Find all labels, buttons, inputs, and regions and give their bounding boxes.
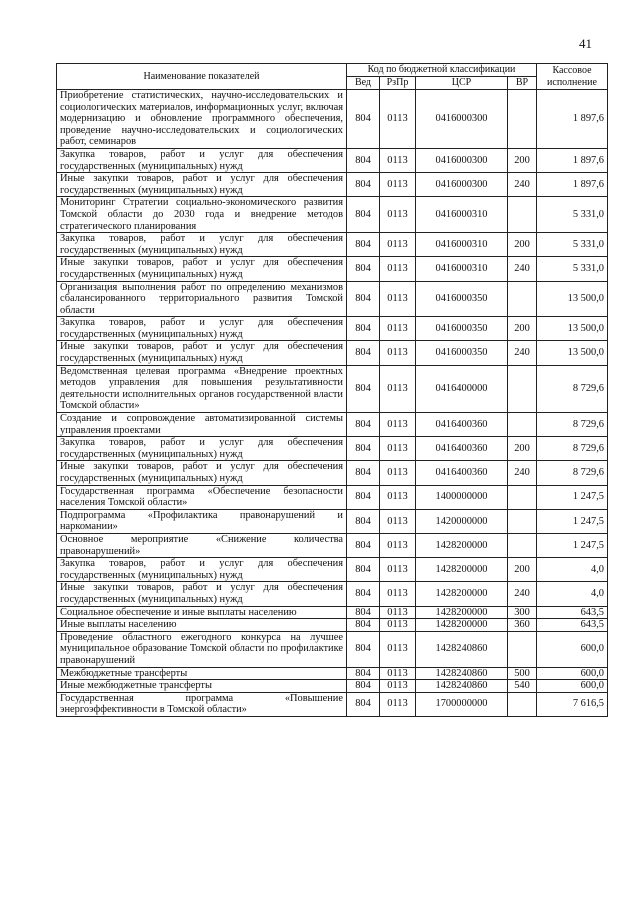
header-ved: Вед — [347, 77, 380, 90]
row-rzpr: 0113 — [380, 680, 416, 693]
row-ved: 804 — [347, 413, 380, 437]
row-ved: 804 — [347, 606, 380, 619]
row-name: Ведомственная целевая программа «Внедрение проектных методов управления для повышения результативности деятельности исполнительных органов государственной власти Томской области» — [57, 365, 347, 412]
row-csr: 0416000350 — [416, 341, 508, 365]
row-csr: 0416000310 — [416, 257, 508, 281]
row-vr: 240 — [508, 461, 537, 485]
row-name: Закупка товаров, работ и услуг для обеспечения государственных (муниципальных) нужд — [57, 437, 347, 461]
row-name: Государственная программа «Обеспечение безопасности населения Томской области» — [57, 485, 347, 509]
table-row — [57, 341, 608, 365]
row-amount: 7 616,5 — [537, 692, 608, 716]
page-number: 41 — [579, 36, 592, 51]
row-vr — [508, 485, 537, 509]
table-row — [57, 619, 608, 632]
row-vr: 240 — [508, 173, 537, 197]
row-amount: 600,0 — [537, 667, 608, 680]
row-name: Мониторинг Стратегии социально-экономического развития Томской области до 2030 года и внедрение методов стратегического планирования — [57, 197, 347, 233]
row-vr: 200 — [508, 437, 537, 461]
header-amount: Кассовое исполнение — [537, 64, 608, 90]
row-name: Иные межбюджетные трансферты — [57, 680, 347, 693]
row-csr: 0416000310 — [416, 197, 508, 233]
row-amount: 1 247,5 — [537, 533, 608, 557]
row-amount: 600,0 — [537, 680, 608, 693]
row-rzpr: 0113 — [380, 90, 416, 149]
row-amount: 5 331,0 — [537, 197, 608, 233]
row-vr: 200 — [508, 317, 537, 341]
row-rzpr: 0113 — [380, 606, 416, 619]
row-vr — [508, 281, 537, 317]
row-vr: 200 — [508, 233, 537, 257]
row-vr — [508, 533, 537, 557]
row-csr: 1420000000 — [416, 509, 508, 533]
table-row — [57, 509, 608, 533]
row-amount: 5 331,0 — [537, 233, 608, 257]
row-name: Иные выплаты населению — [57, 619, 347, 632]
row-csr: 0416000310 — [416, 233, 508, 257]
table-row — [57, 233, 608, 257]
row-amount: 5 331,0 — [537, 257, 608, 281]
row-rzpr: 0113 — [380, 317, 416, 341]
row-rzpr: 0113 — [380, 437, 416, 461]
row-csr: 0416000350 — [416, 281, 508, 317]
table-row — [57, 692, 608, 716]
row-vr: 240 — [508, 257, 537, 281]
table-row — [57, 680, 608, 693]
row-vr — [508, 197, 537, 233]
row-ved: 804 — [347, 197, 380, 233]
row-ved: 804 — [347, 317, 380, 341]
row-ved: 804 — [347, 667, 380, 680]
row-vr — [508, 413, 537, 437]
row-name: Проведение областного ежегодного конкурса на лучшее муниципальное образование Томской области по профилактике правонарушений — [57, 631, 347, 667]
row-vr: 300 — [508, 606, 537, 619]
row-rzpr: 0113 — [380, 558, 416, 582]
row-name: Социальное обеспечение и иные выплаты населению — [57, 606, 347, 619]
table-row — [57, 317, 608, 341]
row-rzpr: 0113 — [380, 582, 416, 606]
row-csr: 0416400360 — [416, 413, 508, 437]
row-rzpr: 0113 — [380, 667, 416, 680]
table-row — [57, 485, 608, 509]
row-name: Основное мероприятие «Снижение количества правонарушений» — [57, 533, 347, 557]
row-name: Государственная программа «Повышение энергоэффективности в Томской области» — [57, 692, 347, 716]
row-rzpr: 0113 — [380, 173, 416, 197]
row-ved: 804 — [347, 461, 380, 485]
row-csr: 1428240860 — [416, 680, 508, 693]
row-amount: 8 729,6 — [537, 365, 608, 412]
row-vr: 240 — [508, 582, 537, 606]
row-csr: 1700000000 — [416, 692, 508, 716]
row-rzpr: 0113 — [380, 461, 416, 485]
header-vr: ВР — [508, 77, 537, 90]
row-amount: 8 729,6 — [537, 413, 608, 437]
row-csr: 0416400360 — [416, 437, 508, 461]
row-amount: 13 500,0 — [537, 317, 608, 341]
table-row — [57, 90, 608, 149]
row-ved: 804 — [347, 365, 380, 412]
row-rzpr: 0113 — [380, 197, 416, 233]
row-csr: 1428200000 — [416, 558, 508, 582]
row-amount: 1 897,6 — [537, 148, 608, 172]
row-rzpr: 0113 — [380, 692, 416, 716]
table-row — [57, 533, 608, 557]
row-amount: 643,5 — [537, 606, 608, 619]
row-name: Организация выполнения работ по определению механизмов сбалансированного территориального развития Томской области — [57, 281, 347, 317]
row-ved: 804 — [347, 619, 380, 632]
row-amount: 4,0 — [537, 558, 608, 582]
table-row — [57, 631, 608, 667]
row-vr — [508, 90, 537, 149]
table-row — [57, 173, 608, 197]
row-name: Закупка товаров, работ и услуг для обеспечения государственных (муниципальных) нужд — [57, 148, 347, 172]
row-csr: 0416400000 — [416, 365, 508, 412]
table-row — [57, 148, 608, 172]
row-amount: 8 729,6 — [537, 461, 608, 485]
header-name: Наименование показателей — [57, 64, 347, 90]
row-name: Закупка товаров, работ и услуг для обеспечения государственных (муниципальных) нужд — [57, 233, 347, 257]
row-rzpr: 0113 — [380, 257, 416, 281]
row-amount: 1 897,6 — [537, 90, 608, 149]
row-ved: 804 — [347, 533, 380, 557]
table-header-row — [57, 64, 608, 77]
row-csr: 0416000300 — [416, 173, 508, 197]
row-vr: 500 — [508, 667, 537, 680]
table-row — [57, 461, 608, 485]
row-name: Иные закупки товаров, работ и услуг для обеспечения государственных (муниципальных) нужд — [57, 582, 347, 606]
row-vr — [508, 631, 537, 667]
row-vr — [508, 365, 537, 412]
row-amount: 13 500,0 — [537, 341, 608, 365]
row-rzpr: 0113 — [380, 619, 416, 632]
row-rzpr: 0113 — [380, 233, 416, 257]
row-amount: 600,0 — [537, 631, 608, 667]
header-code-group: Код по бюджетной классификации — [347, 64, 537, 77]
row-csr: 0416000300 — [416, 148, 508, 172]
row-csr: 1428240860 — [416, 631, 508, 667]
row-amount: 643,5 — [537, 619, 608, 632]
row-csr: 1428200000 — [416, 533, 508, 557]
row-vr: 540 — [508, 680, 537, 693]
row-name: Приобретение статистических, научно-исследовательских и социологических материалов, информационных услуг, включая модернизацию и обновление программного обеспечения, проведение научно-исследовательских и социологических работ, семинаров — [57, 90, 347, 149]
row-rzpr: 0113 — [380, 148, 416, 172]
row-vr: 200 — [508, 148, 537, 172]
row-ved: 804 — [347, 485, 380, 509]
row-name: Подпрограмма «Профилактика правонарушений и наркомании» — [57, 509, 347, 533]
row-name: Закупка товаров, работ и услуг для обеспечения государственных (муниципальных) нужд — [57, 558, 347, 582]
row-name: Закупка товаров, работ и услуг для обеспечения государственных (муниципальных) нужд — [57, 317, 347, 341]
table-row — [57, 606, 608, 619]
row-csr: 0416000350 — [416, 317, 508, 341]
row-amount: 1 247,5 — [537, 485, 608, 509]
table-row — [57, 413, 608, 437]
row-name: Иные закупки товаров, работ и услуг для обеспечения государственных (муниципальных) нужд — [57, 461, 347, 485]
table-row — [57, 365, 608, 412]
row-vr — [508, 692, 537, 716]
row-rzpr: 0113 — [380, 509, 416, 533]
row-ved: 804 — [347, 631, 380, 667]
row-name: Межбюджетные трансферты — [57, 667, 347, 680]
row-csr: 1428240860 — [416, 667, 508, 680]
row-csr: 1428200000 — [416, 619, 508, 632]
row-ved: 804 — [347, 437, 380, 461]
row-ved: 804 — [347, 582, 380, 606]
row-rzpr: 0113 — [380, 631, 416, 667]
row-ved: 804 — [347, 173, 380, 197]
row-amount: 4,0 — [537, 582, 608, 606]
row-rzpr: 0113 — [380, 533, 416, 557]
row-name: Создание и сопровождение автоматизированной системы управления проектами — [57, 413, 347, 437]
row-ved: 804 — [347, 257, 380, 281]
row-csr: 1428200000 — [416, 582, 508, 606]
table-row — [57, 667, 608, 680]
row-amount: 1 897,6 — [537, 173, 608, 197]
header-rzpr: РзПр — [380, 77, 416, 90]
table-body — [57, 90, 608, 717]
row-amount: 13 500,0 — [537, 281, 608, 317]
row-vr: 240 — [508, 341, 537, 365]
row-vr: 200 — [508, 558, 537, 582]
row-rzpr: 0113 — [380, 365, 416, 412]
budget-table — [56, 63, 608, 717]
header-csr: ЦСР — [416, 77, 508, 90]
row-ved: 804 — [347, 341, 380, 365]
table-row — [57, 437, 608, 461]
row-rzpr: 0113 — [380, 281, 416, 317]
row-csr: 0416000300 — [416, 90, 508, 149]
row-csr: 1400000000 — [416, 485, 508, 509]
row-ved: 804 — [347, 680, 380, 693]
row-ved: 804 — [347, 90, 380, 149]
row-amount: 1 247,5 — [537, 509, 608, 533]
row-name: Иные закупки товаров, работ и услуг для обеспечения государственных (муниципальных) нужд — [57, 341, 347, 365]
table-row — [57, 197, 608, 233]
row-ved: 804 — [347, 148, 380, 172]
table-row — [57, 257, 608, 281]
row-csr: 0416400360 — [416, 461, 508, 485]
row-csr: 1428200000 — [416, 606, 508, 619]
table-row — [57, 558, 608, 582]
row-name: Иные закупки товаров, работ и услуг для обеспечения государственных (муниципальных) нужд — [57, 173, 347, 197]
row-rzpr: 0113 — [380, 485, 416, 509]
row-rzpr: 0113 — [380, 413, 416, 437]
table-row — [57, 281, 608, 317]
row-name: Иные закупки товаров, работ и услуг для обеспечения государственных (муниципальных) нужд — [57, 257, 347, 281]
row-ved: 804 — [347, 233, 380, 257]
row-vr — [508, 509, 537, 533]
row-ved: 804 — [347, 558, 380, 582]
row-ved: 804 — [347, 509, 380, 533]
row-vr: 360 — [508, 619, 537, 632]
row-ved: 804 — [347, 281, 380, 317]
row-ved: 804 — [347, 692, 380, 716]
table-row — [57, 582, 608, 606]
row-rzpr: 0113 — [380, 341, 416, 365]
row-amount: 8 729,6 — [537, 437, 608, 461]
